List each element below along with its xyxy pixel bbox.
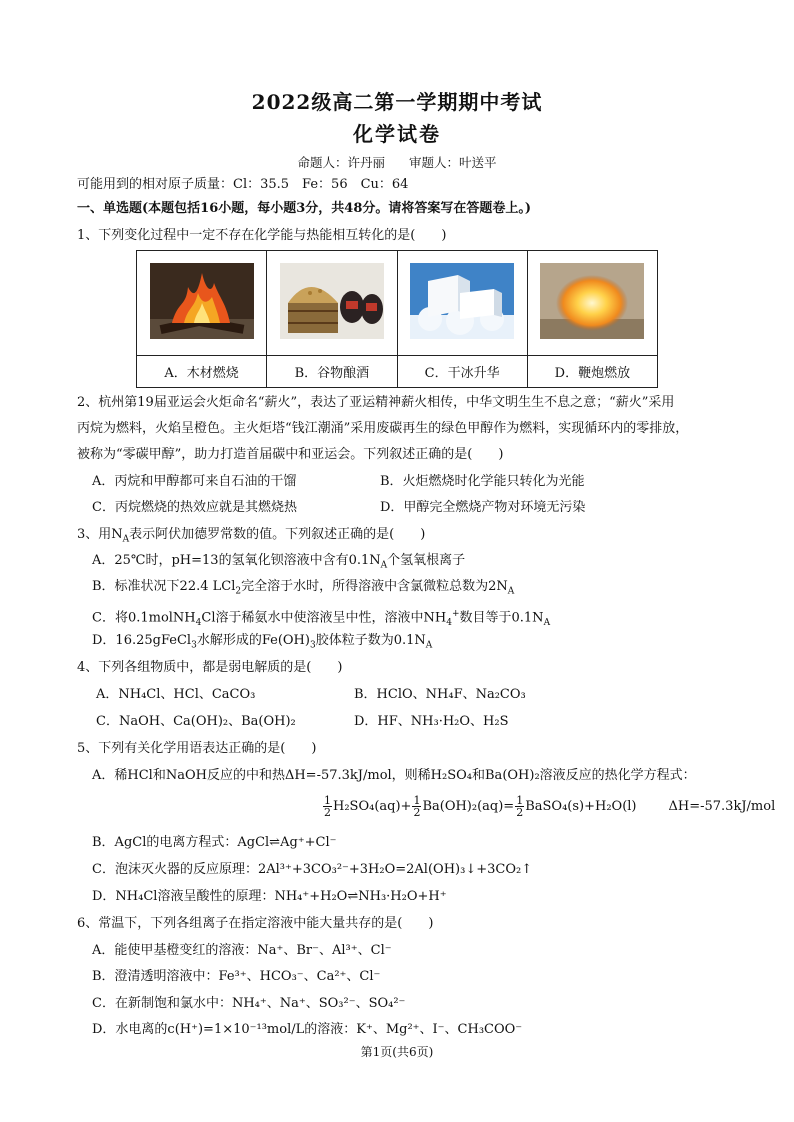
- q1-option-b: B．谷物酿酒: [267, 356, 397, 388]
- q1-image-c: [397, 251, 527, 356]
- q5-stem: 5、下列有关化学用语表达正确的是( ): [77, 741, 317, 756]
- reviewer: 审题人：叶送平: [408, 155, 497, 170]
- q2-option-b: B．火炬燃烧时化学能只转化为光能: [380, 474, 585, 489]
- setter: 命题人：许丹丽: [297, 155, 385, 170]
- q4-option-d: D．HF、NH₃·H₂O、H₂S: [354, 714, 509, 729]
- section1-title: 一、单选题(本题包括16小题，每小题3分，共48分。请将答案写在答题卷上。): [77, 201, 532, 216]
- q5-option-b: B．AgCl的电离方程式：AgCl⇌Ag⁺+Cl⁻: [92, 835, 337, 850]
- fraction-half: $\frac{1}{2}$: [516, 794, 524, 819]
- q2-option-c: C．丙烷燃烧的热效应就是其燃烧热: [92, 500, 297, 515]
- q6-option-d: D．水电离的c(H⁺)=1×10⁻¹³mol/L的溶液：K⁺、Mg²⁺、I⁻、CH₃COO⁻: [92, 1022, 523, 1037]
- q4-stem: 4、下列各组物质中，都是弱电解质的是( ): [77, 660, 343, 675]
- dry-ice-image: [410, 263, 514, 339]
- q1-option-c: C．干冰升华: [397, 356, 527, 388]
- page-footer: 第1页(共6页): [360, 1045, 434, 1059]
- q2-line-3: 被称为“零碳甲醇”，助力打造首届碳中和亚运会。下列叙述正确的是( ): [77, 447, 504, 462]
- q5-equation: $\frac{1}{2}$ H₂SO₄(aq)+ $\frac{1}{2}$ Ba(OH)₂(aq)= $\frac{1}{2}$ BaSO₄(s)+H₂O(l) ΔH=-57.3kJ/mol: [324, 794, 776, 819]
- q6-stem: 6、常温下，下列各组离子在指定溶液中能大量共存的是( ): [77, 916, 434, 931]
- q1-image-a: [137, 251, 267, 356]
- fraction-half: $\frac{1}{2}$: [413, 794, 421, 819]
- q6-option-c: C．在新制饱和氯水中：NH₄⁺、Na⁺、SO₃²⁻、SO₄²⁻: [92, 996, 406, 1011]
- q5-option-d: D．NH₄Cl溶液呈酸性的原理：NH₄⁺+H₂O⇌NH₃·H₂O+H⁺: [92, 889, 447, 904]
- q4-option-b: B．HClO、NH₄F、Na₂CO₃: [354, 687, 526, 702]
- q5-option-c: C．泡沫灭火器的反应原理：2Al³⁺+3CO₃²⁻+3H₂O=2Al(OH)₃↓+3CO₂↑: [92, 862, 533, 877]
- authors: [0, 153, 794, 171]
- q4-option-c: C．NaOH、Ca(OH)₂、Ba(OH)₂: [96, 714, 296, 729]
- q1-stem: 1、下列变化过程中一定不存在化学能与热能相互转化的是( ): [77, 228, 447, 243]
- fraction-half: $\frac{1}{2}$: [324, 794, 331, 819]
- q1-option-a: A．木材燃烧: [137, 356, 267, 388]
- campfire-image: [150, 263, 254, 339]
- q1-options-table: [136, 250, 658, 388]
- q2-line-2: 丙烷为燃料，火焰呈橙色。主火炬塔“钱江潮涌”采用废碳再生的绿色甲醇作为燃料，实现循环内的零排放，: [77, 421, 689, 436]
- q3-option-c: C．将0.1molNH$_4$Cl溶于稀氨水中使溶液呈中性，溶液中$NH_4^+$数目等于$0.1N_A$: [92, 609, 551, 628]
- q1-image-b: [267, 251, 397, 356]
- q3-option-a: A．25℃时，pH=13的氢氧化钡溶液中含有$0.1N_A$个氢氧根离子: [92, 553, 466, 571]
- q3-option-b: B．标准状况下22.4 LCl$_2$完全溶于水时，所得溶液中含氯微粒总数为$2N_A$: [92, 579, 515, 597]
- q3-option-d: D．16.25gFeCl$_3$水解形成的$Fe(OH)_3$胶体粒子数为$0.1N_A$: [92, 633, 433, 651]
- grain-wine-image: [280, 263, 384, 339]
- q1-option-d: D．鞭炮燃放: [527, 356, 657, 388]
- q1-image-d: [527, 251, 657, 356]
- q2-option-a: A．丙烷和甲醇都可来自石油的干馏: [92, 474, 297, 489]
- q2-line-1: 2、杭州第19届亚运会火炬命名“薪火”，表达了亚运精神薪火相传，中华文明生生不息之意；“薪火”采用: [77, 395, 675, 410]
- exam-title: 2022级高二第一学期期中考试: [251, 90, 543, 114]
- firecracker-explosion-image: [540, 263, 644, 339]
- q5-option-a: A．稀HCl和NaOH反应的中和热ΔH=-57.3kJ/mol，则稀H₂SO₄和Ba(OH)₂溶液反应的热化学方程式：: [92, 768, 696, 783]
- atomic-masses: 可能用到的相对原子质量：Cl：35.5 Fe：56 Cu：64: [77, 177, 409, 192]
- q2-option-d: D．甲醇完全燃烧产物对环境无污染: [380, 500, 586, 515]
- q3-stem: 3、用$N_A$表示阿伏加德罗常数的值。下列叙述正确的是( ): [77, 527, 426, 545]
- exam-subtitle: 化学试卷: [353, 122, 441, 146]
- q6-option-a: A．能使甲基橙变红的溶液：Na⁺、Br⁻、Al³⁺、Cl⁻: [92, 943, 392, 958]
- q6-option-b: B．澄清透明溶液中：Fe³⁺、HCO₃⁻、Ca²⁺、Cl⁻: [92, 969, 381, 984]
- q4-option-a: A．NH₄Cl、HCl、CaCO₃: [96, 687, 256, 702]
